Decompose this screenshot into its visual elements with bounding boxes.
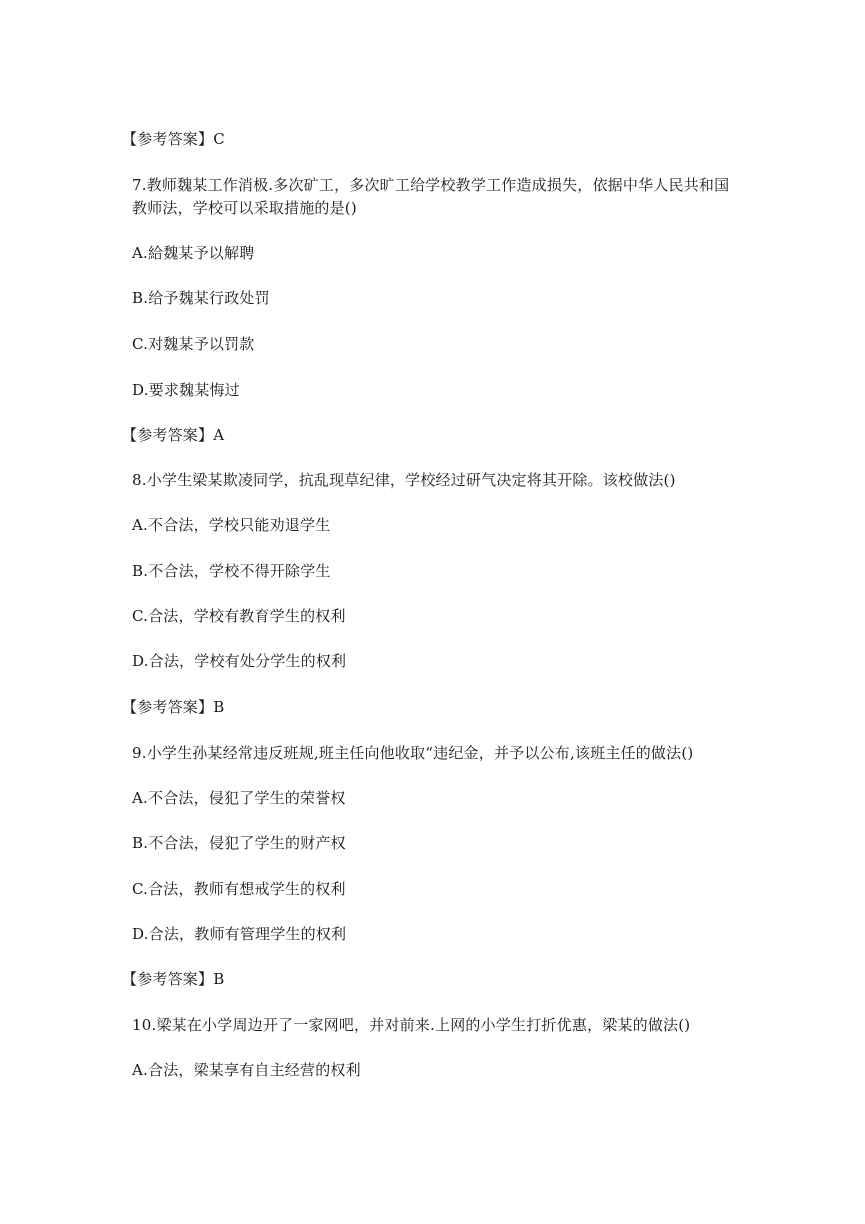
- answer-line: 【参考答案】B: [122, 970, 225, 988]
- option-a: A.不合法，侵犯了学生的荣誉权: [132, 789, 346, 807]
- question-9: 9.小学生孙某经常违反班规,班主任向他收取“违纪金，并予以公布,该班主任的做法(): [132, 744, 694, 762]
- answer-line: 【参考答案】C: [122, 130, 225, 148]
- option-b: B.不合法，侵犯了学生的财产权: [132, 834, 346, 852]
- option-c: C.合法，教师有想戒学生的权利: [132, 880, 346, 898]
- option-d: D.合法，学校有处分学生的权利: [132, 652, 347, 670]
- answer-line: 【参考答案】A: [122, 426, 225, 444]
- answer-line: 【参考答案】B: [122, 698, 225, 716]
- question-7-line-2: 教师法，学校可以采取措施的是(): [132, 199, 357, 217]
- question-10: 10.梁某在小学周边开了一家网吧，并对前来.上网的小学生打折优惠，梁某的做法(): [132, 1016, 691, 1034]
- question-7-line-1: 7.教师魏某工作消极.多次矿工，多次旷工给学校教学工作造成损失，依据中华人民共和国: [132, 176, 730, 194]
- option-a: A.合法，梁某享有自主经营的权利: [132, 1061, 361, 1079]
- option-b: B.给予魏某行政处罚: [132, 289, 270, 307]
- question-8: 8.小学生梁某欺凌同学，抗乱现草纪律，学校经过研气决定将其开除。该校做法(): [132, 471, 676, 489]
- option-a: A.不合法，学校只能劝退学生: [132, 516, 331, 534]
- option-c: C.合法，学校有教育学生的权利: [132, 607, 346, 625]
- option-d: D.要求魏某悔过: [132, 381, 240, 399]
- option-a: A.給魏某予以解聘: [132, 244, 255, 262]
- option-c: C.对魏某予以罚款: [132, 335, 255, 353]
- option-d: D.合法，教师有管理学生的权利: [132, 925, 347, 943]
- option-b: B.不合法，学校不得开除学生: [132, 562, 331, 580]
